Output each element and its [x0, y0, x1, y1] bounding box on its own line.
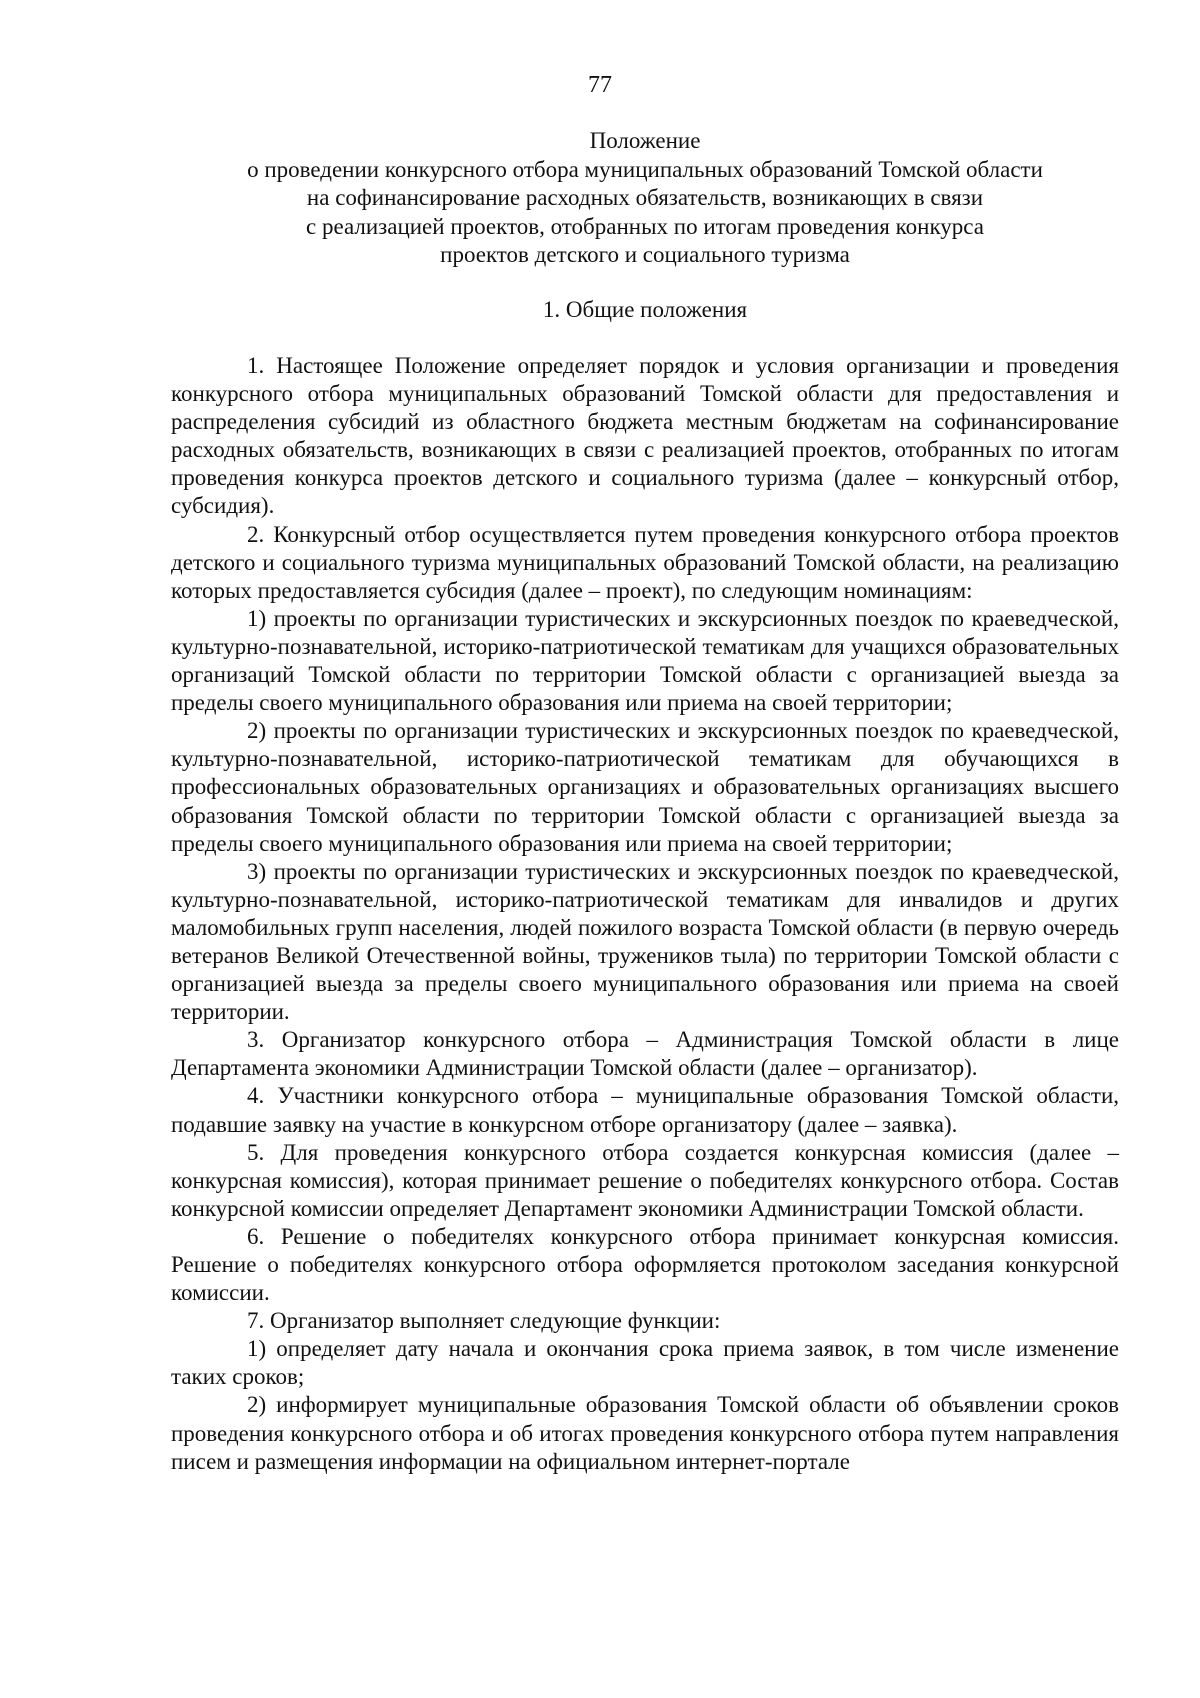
title-line-5: проектов детского и социального туризма — [440, 242, 850, 267]
document-body — [171, 352, 1119, 1476]
paragraph-1: 1. Настоящее Положение определяет порядок и условия организации и проведения конкурсного отбора муниципальных образований Томской области для предоставления и распределения субсидий из областного бюджета местным бюджетам на софинансирование расходных обязательств, возникающих в связи с реализацией проектов, отобранных по итогам проведения конкурса проектов детского и социального туризма (далее – конкурсный отбор, субсидия). — [171, 353, 1119, 519]
page-number: 77 — [588, 72, 612, 98]
title-line-3: на софинансирование расходных обязательств, возникающих в связи — [306, 185, 984, 210]
paragraph-7-item-1: 1) определяет дату начала и окончания срока приема заявок, в том числе изменение таких сроков; — [171, 1336, 1119, 1390]
paragraph-7-item-2: 2) информирует муниципальные образования Томской области об объявлении сроков проведения конкурсного отбора и об итогах проведения конкурсного отбора путем направления писем и размещения информации на официальном интернет-портале — [171, 1392, 1119, 1474]
paragraph-2-item-3: 3) проекты по организации туристических и экскурсионных поездок по краеведческой, культурно-познавательной, историко-патриотической тематикам для инвалидов и других маломобильных групп населения, людей пожилого возраста Томской области (в первую очередь ветеранов Великой Отечественной войны, тружеников тыла) по территории Томской области с организацией выезда за пределы своего муниципального образования или приема на своей территории. — [171, 858, 1119, 1025]
paragraph-2-item-2: 2) проекты по организации туристических и экскурсионных поездок по краеведческой, культурно-познавательной, историко-патриотической тематикам для обучающихся в профессиональных образовательных организациях и образовательных организациях высшего образования Томской области по территории Томской области с организацией выезда за пределы своего муниципального образования или приема на своей территории; — [171, 718, 1119, 856]
paragraph-3: 3. Организатор конкурсного отбора – Администрация Томской области в лице Департамента экономики Администрации Томской области (далее – организатор). — [171, 1027, 1119, 1081]
title-line-4: с реализацией проектов, отобранных по итогам проведения конкурса — [306, 213, 984, 239]
title-line-2: о проведении конкурсного отбора муниципальных образований Томской области — [247, 156, 1043, 182]
paragraph-5: 5. Для проведения конкурсного отбора создается конкурсная комиссия (далее – конкурсная комиссия), которая принимает решение о победителях конкурсного отбора. Состав конкурсной комиссии определяет Департамент экономики Администрации Томской области. — [171, 1139, 1119, 1221]
paragraph-7: 7. Организатор выполняет следующие функции: — [247, 1308, 721, 1334]
title-line-1: Положение — [589, 128, 701, 153]
paragraph-2-item-1: 1) проекты по организации туристических и экскурсионных поездок по краеведческой, культурно-познавательной, историко-патриотической тематикам для учащихся образовательных организаций Томской области по территории Томской области с организацией выезда за пределы своего муниципального образования или приема на своей территории; — [171, 605, 1119, 716]
paragraph-6: 6. Решение о победителях конкурсного отбора принимает конкурсная комиссия. Решение о победителях конкурсного отбора оформляется протоколом заседания конкурсной комиссии. — [171, 1223, 1119, 1306]
section-heading: 1. Общие положения — [542, 297, 748, 322]
document-title — [160, 127, 1130, 270]
paragraph-2: 2. Конкурсный отбор осуществляется путем проведения конкурсного отбора проектов детского и социального туризма муниципальных образований Томской области, на реализацию которых предоставляется субсидия (далее – проект), по следующим номинациям: — [171, 521, 1119, 603]
paragraph-4: 4. Участники конкурсного отбора – муниципальные образования Томской области, подавшие заявку на участие в конкурсном отборе организатору (далее – заявка). — [171, 1083, 1119, 1137]
